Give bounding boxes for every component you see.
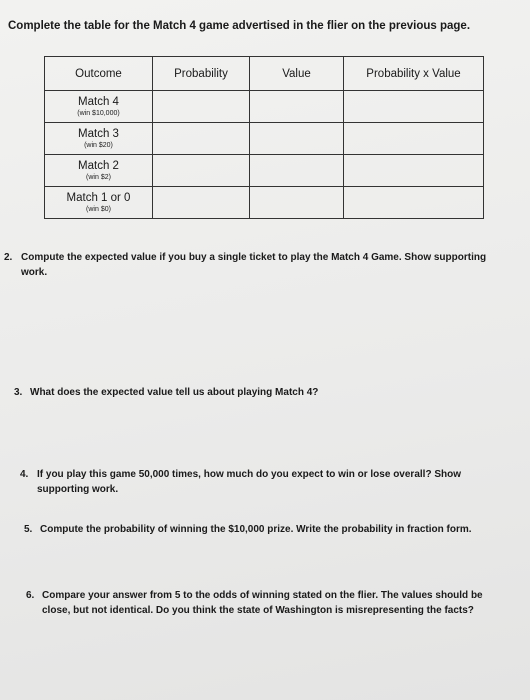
table-row	[45, 123, 484, 155]
probability-cell[interactable]	[153, 187, 250, 219]
question-text: Compare your answer from 5 to the odds of winning stated on the flier. The values should be close, but not identical. Do you think the state of Washington is misrepresenting the facts?	[42, 590, 483, 616]
outcome-cell	[45, 91, 153, 123]
outcome-label: Match 3	[78, 127, 119, 140]
table-row	[45, 155, 484, 187]
question-text: Compute the probability of winning the $10,000 prize. Write the probability in fraction form.	[40, 524, 472, 535]
probability-cell[interactable]	[153, 123, 250, 155]
outcome-prize: (win $2)	[86, 173, 111, 181]
value-cell[interactable]	[250, 187, 344, 219]
outcome-label: Match 4	[78, 95, 119, 108]
header-value: Value	[250, 57, 344, 91]
probability-x-value-cell[interactable]	[344, 123, 484, 155]
question-3	[14, 385, 494, 400]
table-row	[45, 187, 484, 219]
question-4	[20, 467, 510, 497]
probability-x-value-cell[interactable]	[344, 155, 484, 187]
header-outcome: Outcome	[45, 57, 153, 91]
table-row	[45, 91, 484, 123]
outcome-prize: (win $10,000)	[77, 109, 120, 117]
outcome-cell	[45, 187, 153, 219]
value-cell[interactable]	[250, 123, 344, 155]
probability-cell[interactable]	[153, 155, 250, 187]
question-5	[24, 522, 504, 537]
outcome-label: Match 1 or 0	[66, 191, 131, 204]
question-number: 5.	[24, 524, 33, 535]
question-2	[4, 250, 509, 280]
question-text: What does the expected value tell us about playing Match 4?	[30, 387, 319, 398]
outcome-prize: (win $0)	[86, 205, 111, 213]
outcome-prize: (win $20)	[84, 141, 113, 149]
question-number: 3.	[14, 387, 23, 398]
probability-x-value-cell[interactable]	[344, 91, 484, 123]
outcome-cell	[45, 123, 153, 155]
outcome-cell	[45, 155, 153, 187]
header-probability-x-value: Probability x Value	[344, 57, 484, 91]
question-number: 2.	[4, 252, 13, 263]
outcome-label: Match 2	[78, 159, 119, 172]
table-instructions: Complete the table for the Match 4 game advertised in the flier on the previous page.	[8, 20, 471, 32]
question-number: 4.	[20, 469, 29, 480]
table-header-row	[45, 57, 484, 91]
probability-cell[interactable]	[153, 91, 250, 123]
probability-x-value-cell[interactable]	[344, 187, 484, 219]
value-cell[interactable]	[250, 155, 344, 187]
question-number: 6.	[26, 590, 35, 601]
question-text: If you play this game 50,000 times, how much do you expect to win or lose overall? Show supporting work.	[37, 469, 461, 495]
match4-table	[44, 56, 484, 219]
value-cell[interactable]	[250, 91, 344, 123]
question-6	[26, 588, 506, 618]
question-text: Compute the expected value if you buy a single ticket to play the Match 4 Game. Show supporting work.	[21, 252, 487, 278]
header-probability: Probability	[153, 57, 250, 91]
